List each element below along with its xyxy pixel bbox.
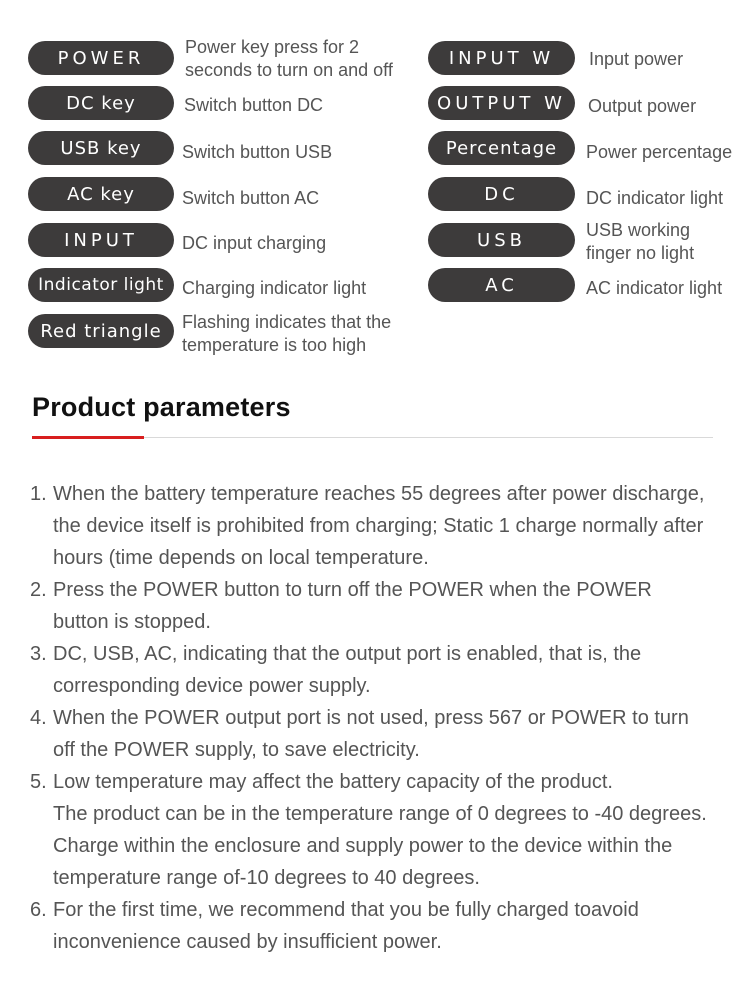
list-item-line: corresponding device power supply. — [53, 675, 371, 697]
dc-indicator-desc: DC indicator light — [586, 188, 724, 208]
red-triangle-label: Red triangle — [28, 314, 174, 348]
list-item — [30, 894, 730, 958]
indicator-light-label: Indicator light — [28, 268, 174, 302]
dc-indicator-label: DC — [428, 177, 575, 211]
usb-indicator-desc: USB working finger no light — [586, 220, 695, 263]
list-item-line: DC, USB, AC, indicating that the output port is enabled, that is, the — [53, 643, 642, 665]
list-item-number: 3. — [30, 643, 47, 665]
input-w-desc: Input power — [589, 49, 684, 69]
dc-key-desc: Switch button DC — [184, 95, 324, 115]
list-item-line: off the POWER supply, to save electricity. — [53, 739, 420, 761]
list-item — [30, 638, 730, 702]
red-triangle-desc: Flashing indicates that the temperature is too high — [182, 312, 392, 355]
list-item — [30, 702, 730, 766]
list-item-line: When the POWER output port is not used, press 567 or POWER to turn — [53, 707, 689, 729]
list-item — [30, 478, 730, 574]
list-item-number: 2. — [30, 579, 47, 601]
list-item-number: 5. — [30, 771, 47, 793]
ac-indicator-label: AC — [428, 268, 575, 302]
usb-key-label: USB key — [28, 131, 174, 165]
list-item-line: The product can be in the temperature range of 0 degrees to -40 degrees. — [53, 803, 707, 825]
list-item-line: Charge within the enclosure and supply power to the device within the — [53, 835, 673, 857]
list-item — [30, 766, 730, 894]
ac-indicator-desc: AC indicator light — [586, 278, 723, 298]
percentage-label: Percentage — [428, 131, 575, 165]
section-accent-bar — [32, 436, 144, 439]
list-item-line: When the battery temperature reaches 55 degrees after power discharge, — [53, 483, 705, 505]
list-item-line: Press the POWER button to turn off the POWER when the POWER — [53, 579, 652, 601]
input-label: INPUT — [28, 223, 174, 257]
list-item-line: Low temperature may affect the battery capacity of the product. — [53, 771, 613, 793]
list-item-number: 6. — [30, 899, 47, 921]
output-w-label: OUTPUT W — [428, 86, 575, 120]
power-key-label: POWER — [28, 41, 174, 75]
list-item-number: 4. — [30, 707, 47, 729]
parameters-list — [30, 478, 730, 958]
list-item-line: the device itself is prohibited from charging; Static 1 charge normally after — [53, 515, 704, 537]
ac-key-desc: Switch button AC — [182, 188, 320, 208]
list-item-line: For the first time, we recommend that you be fully charged toavoid — [53, 899, 639, 921]
input-desc: DC input charging — [182, 233, 327, 253]
list-item — [30, 574, 730, 638]
section-title: Product parameters — [32, 392, 291, 422]
dc-key-label: DC key — [28, 86, 174, 120]
output-w-desc: Output power — [588, 96, 697, 116]
usb-key-desc: Switch button USB — [182, 142, 333, 162]
list-item-line: button is stopped. — [53, 611, 211, 633]
ac-key-label: AC key — [28, 177, 174, 211]
list-item-number: 1. — [30, 483, 47, 505]
power-key-desc: Power key press for 2 seconds to turn on and off — [185, 37, 393, 80]
indicator-light-desc: Charging indicator light — [182, 278, 367, 298]
usb-indicator-label: USB — [428, 223, 575, 257]
percentage-desc: Power percentage — [586, 142, 733, 162]
list-item-line: temperature range of-10 degrees to 40 degrees. — [53, 867, 480, 889]
input-w-label: INPUT W — [428, 41, 575, 75]
list-item-line: hours (time depends on local temperature. — [53, 547, 429, 569]
list-item-line: inconvenience caused by insufficient power. — [53, 931, 442, 953]
